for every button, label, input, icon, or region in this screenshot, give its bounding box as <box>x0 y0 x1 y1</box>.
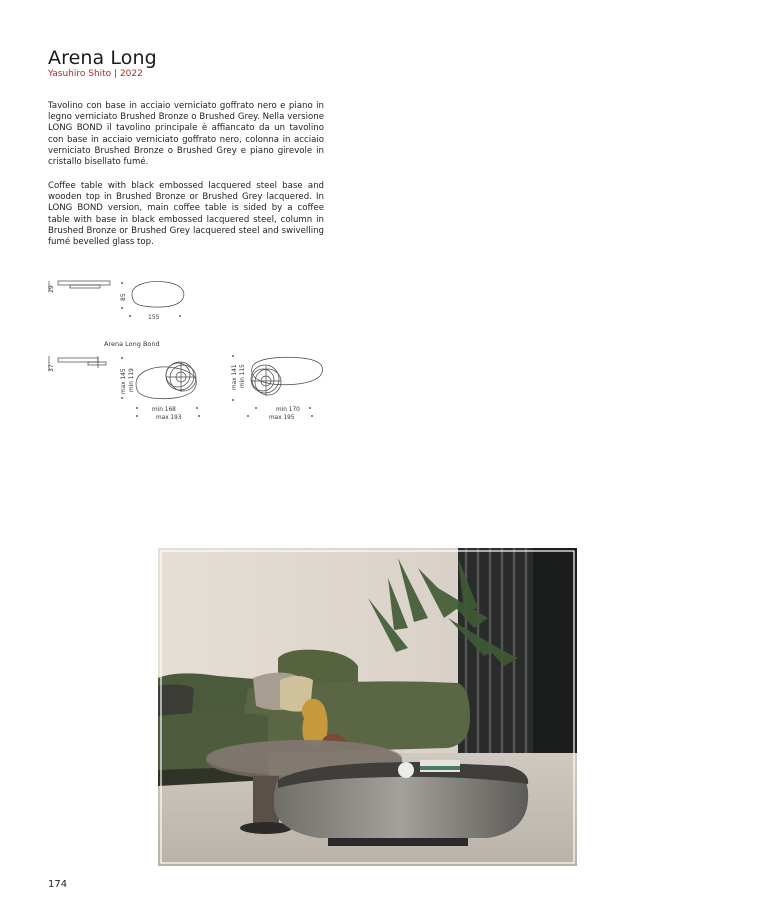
technical-drawings <box>40 272 340 432</box>
page-number: 174 <box>48 879 68 890</box>
bond-plan-left <box>136 362 196 399</box>
single-depth-label: 85 <box>120 293 127 301</box>
product-title: Arena Long <box>48 47 157 69</box>
bond-left-max-width: max 193 <box>156 415 182 421</box>
bond-right-max-depth: max 141 <box>232 364 238 390</box>
description-italian: Tavolino con base in acciaio verniciato goffrato nero e piano in legno verniciato Brushed Bronze o Brushed Grey. Nella versione LONG BOND il tavolino principale è affiancato da un tavolino con base in acciaio verniciato goffrato nero, colonna in acciaio verniciato Brushed Bronze o Brushed Grey e piano girevole in cristallo bisellato fumé. <box>48 101 324 168</box>
bond-right-min-width: min 170 <box>276 407 300 413</box>
bond-left-min-width: min 168 <box>152 407 176 413</box>
dimension-dots <box>121 282 313 417</box>
designer-year: Yasuhiro Shito | 2022 <box>48 69 143 79</box>
single-side-elevation <box>49 281 110 292</box>
bond-left-min-depth: min 119 <box>129 368 135 392</box>
bond-left-max-depth: max 145 <box>121 368 127 394</box>
bond-plan-right <box>251 357 323 396</box>
bond-right-min-depth: min 115 <box>240 364 246 388</box>
single-width-label: 155 <box>148 314 160 321</box>
product-photo <box>158 548 577 866</box>
bond-right-max-width: max 195 <box>269 415 295 421</box>
description-english: Coffee table with black embossed lacquered steel base and wooden top in Brushed Bronze or Brushed Grey lacquered. In LONG BOND version, main coffee table is sided by a coffee table with base in black embossed lacquered steel, column in Brushed Bronze or Brushed Grey lacquered steel and swivelling fumé bevelled glass top. <box>48 181 324 248</box>
bond-side-elevation <box>49 356 106 371</box>
bond-title: Arena Long Bond <box>104 340 160 348</box>
single-height-label: 29 <box>48 285 55 293</box>
bond-height-label: 37 <box>48 364 55 372</box>
single-plan <box>122 282 184 317</box>
